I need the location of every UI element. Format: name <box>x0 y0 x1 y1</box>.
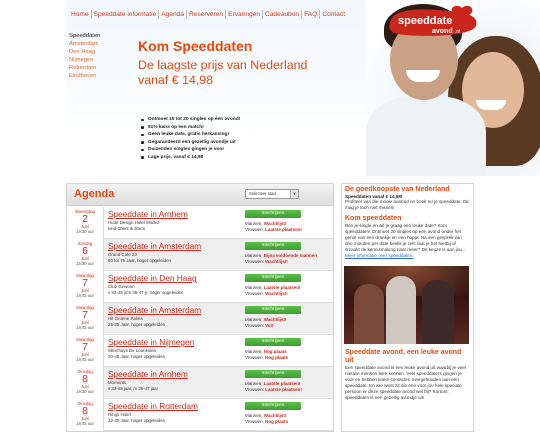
event-date <box>67 271 104 303</box>
event-crowd: 60 tot 75 Jaar, hoger opgeleiden <box>108 258 171 263</box>
inschrijven-button[interactable]: Inschrijven <box>245 210 301 218</box>
promo-text: Profiteer van die mooie aanbod en boek nu je speeddate. Dit mag je toch niet missen! <box>345 199 469 210</box>
men-status-value: Wachtlijst! <box>263 221 287 226</box>
benefit-item: 91% kans op een match! <box>141 124 240 132</box>
sidenav-eindhoven[interactable]: Eindhoven <box>69 73 97 79</box>
event-date <box>67 239 104 271</box>
nav-speeddate-informatie[interactable]: Speeddate informatie <box>93 11 157 18</box>
men-status <box>245 317 286 322</box>
women-status <box>245 355 288 360</box>
event-day: Maandag <box>76 337 94 342</box>
men-label: Mannen: <box>245 381 263 386</box>
more-info-link[interactable]: Meer informatie over speeddaten. <box>345 253 414 258</box>
nav-ervaringen[interactable]: Ervaringen <box>228 11 260 18</box>
women-label: Vrouwen: <box>245 291 264 296</box>
agenda-event-row <box>67 239 333 271</box>
hero-subtitle-line1: De laagste prijs van Nederland <box>138 58 308 72</box>
event-title-link[interactable]: Speeddate in Nijmegen <box>108 337 195 347</box>
event-time: 19:45 uur <box>76 293 94 298</box>
event-time: 19:45 uur <box>76 325 94 330</box>
event-venue: Club Gewoon <box>108 284 135 289</box>
event-month: Juni <box>81 352 89 357</box>
agenda-title: Agenda <box>74 188 115 200</box>
men-status <box>245 285 301 290</box>
event-crowd: 30-45 Jaar, hoger opgeleiden <box>108 354 166 359</box>
hero-subtitle <box>138 58 307 88</box>
men-status <box>245 221 286 226</box>
women-status <box>245 387 302 392</box>
women-label: Vrouwen: <box>245 227 264 232</box>
hero-benefits-list <box>141 116 240 161</box>
men-status-value: Laatste plaatsen! <box>263 285 301 290</box>
hero-title: Kom Speeddaten <box>138 38 253 54</box>
women-status <box>245 323 273 328</box>
event-month: Juni <box>81 288 89 293</box>
logo-text: speeddate <box>398 15 453 27</box>
event-day-number: 2 <box>82 213 88 225</box>
inschrijven-button[interactable]: Inschrijven <box>245 306 301 314</box>
men-label: Mannen: <box>245 285 263 290</box>
benefit-item: Ontmoet 15 tot 20 singles op één avond! <box>141 116 240 124</box>
event-day: Maandag <box>76 273 94 278</box>
agenda-event-row <box>67 335 333 367</box>
men-label: Mannen: <box>245 317 263 322</box>
event-title-link[interactable]: Speeddate in Amsterdam <box>108 241 202 251</box>
event-date <box>67 367 104 399</box>
nav-contact[interactable]: Contact <box>322 11 346 18</box>
inschrijven-button[interactable]: Inschrijven <box>245 370 301 378</box>
women-status <box>245 419 288 424</box>
event-venue: Steerhuys De Loonkolen <box>108 348 157 353</box>
avond-uit-text: Een speeddate avond is een leuke avond uit waarbij je veel nieuwe mensen leert kennen. Veel speeddaters gingen je voor en hebben leuke contacten overgehouden aan een speeddate. En wie weet zit die ene voor jou hele speciale persoon er deze speeddate avond wel bij? Kortom: speeddaten is een gezellig avondje uit! <box>345 365 466 400</box>
nav-cadeaubon[interactable]: Cadeaubon <box>265 11 300 18</box>
event-day: Woensdag <box>75 209 95 214</box>
women-status-value: Laatste plaatsen! <box>265 387 302 392</box>
event-crowd: 25-35 Jaar, hoger opgeleiden <box>108 322 166 327</box>
event-title-link[interactable]: Speeddate in Amsterdam <box>108 305 202 315</box>
inschrijven-button[interactable]: Inschrijven <box>245 242 301 250</box>
intro-text: Ben je single en wil je graag een leuke date? Kom speeddaten! Ontmoet 20 singles op een avond onder het genot van een drankje en een hapje. Na een gesprek van drie minuten per date beslis je zelf: laat je het hierbij of smaakt de kennismaking naar meer? De keuze is aan jou... <box>345 223 466 252</box>
women-label: Vrouwen: <box>245 355 264 360</box>
women-status <box>245 227 302 232</box>
city-navigation <box>69 32 100 80</box>
event-day-number: 7 <box>82 309 88 321</box>
agenda-event-row <box>67 399 333 431</box>
men-status-value: Wachtlijst! <box>263 413 287 418</box>
event-crowd: v 33-45 jaar, m 35-47 jaar <box>108 386 159 391</box>
sidenav-den-haag[interactable]: Den Haag <box>69 49 96 55</box>
info-sidebar <box>341 183 474 432</box>
women-status <box>245 291 288 296</box>
event-date <box>67 399 104 431</box>
event-date <box>67 335 104 367</box>
city-select[interactable] <box>245 189 299 199</box>
women-label: Vrouwen: <box>245 419 264 424</box>
event-time: 15:30 uur <box>76 261 94 266</box>
men-status-value: Bijna voldoende mannen <box>263 253 318 258</box>
speeddate-logo[interactable] <box>384 4 484 40</box>
event-crowd: 22-30 Jaar, hoger opgeleiden <box>108 418 166 423</box>
women-status <box>245 259 288 264</box>
men-status <box>245 349 287 354</box>
event-day-number: 8 <box>82 373 88 385</box>
event-time: 19:30 uur <box>76 389 94 394</box>
women-status-value: Nog plaats <box>265 419 289 424</box>
men-label: Mannen: <box>245 221 263 226</box>
men-label: Mannen: <box>245 253 263 258</box>
women-status-value: Wachtlijst! <box>265 259 288 264</box>
men-status <box>245 413 286 418</box>
speeddate-event-photo <box>344 266 469 344</box>
nav-agenda[interactable]: Agenda <box>161 11 185 18</box>
price-line: Speeddaten vanaf € 14,98! <box>345 194 403 199</box>
event-title-link[interactable]: Speeddate in Arnhem <box>108 369 188 379</box>
women-status-value: Vol! <box>265 323 274 328</box>
event-day-number: 7 <box>82 341 88 353</box>
event-crowd: eind-20ers & 30ers <box>108 226 146 231</box>
event-day-number: 6 <box>82 245 88 257</box>
event-day: Maandag <box>76 305 94 310</box>
men-status <box>245 381 301 386</box>
event-time: 19:30 uur <box>76 229 94 234</box>
event-day: Dinsdag <box>77 369 93 374</box>
women-label: Vrouwen: <box>245 323 264 328</box>
event-month: Juni <box>81 256 89 261</box>
event-month: Juni <box>81 416 89 421</box>
men-label: Mannen: <box>245 413 263 418</box>
event-day: Zondag <box>77 241 93 246</box>
event-venue: Hit Groene Palms <box>108 316 143 321</box>
men-label: Mannen: <box>245 349 263 354</box>
event-day: Dinsdag <box>77 401 93 406</box>
agenda-panel <box>66 183 334 432</box>
sidenav-amsterdam[interactable]: Amsterdam <box>69 41 99 47</box>
event-month: Juni <box>81 384 89 389</box>
women-status-value: Laatste plaatsen! <box>265 227 302 232</box>
event-title-link[interactable]: Speeddate in Rotterdam <box>108 401 198 411</box>
nav-faq[interactable]: FAQ <box>304 11 318 18</box>
event-title-link[interactable]: Speeddate in Den Haag <box>108 273 197 283</box>
inschrijven-button[interactable]: Inschrijven <box>245 274 301 282</box>
agenda-header <box>67 184 333 206</box>
benefit-item: Lage prijs, vanaf € 14,98 <box>141 154 240 162</box>
event-date <box>67 303 104 335</box>
men-status-value: Laatste plaatsen! <box>263 381 301 386</box>
benefit-item: Geen leuke date, gratis herkansing! <box>141 131 240 139</box>
sidenav-nijmegen[interactable]: Nijmegen <box>69 57 94 63</box>
event-crowd: v 33-45 jr/m 35-47 jr, hoger opgeleiden <box>108 290 184 295</box>
nav-reserveren[interactable]: Reserveren <box>189 11 224 18</box>
event-time: 19:45 uur <box>76 421 94 426</box>
event-month: Juni <box>81 224 89 229</box>
agenda-event-row <box>67 271 333 303</box>
benefit-item: Duizenden singles gingen je voor <box>141 146 240 154</box>
sidenav-rotterdam[interactable]: Rotterdam <box>69 65 97 71</box>
women-status-value: Nog plaats <box>265 355 289 360</box>
event-time: 19:45 uur <box>76 357 94 362</box>
benefit-item: Gegarandeerd een gezellig avondje uit <box>141 139 240 147</box>
avond-uit-heading: Speeddate avond, een leuke avond uit <box>345 349 462 364</box>
event-day-number: 8 <box>82 405 88 417</box>
cheapest-heading: De goedkoopste van Nederland <box>345 186 450 193</box>
hero-subtitle-line2: vanaf € 14,98 <box>138 73 214 87</box>
logo-tld: .nl <box>455 29 461 35</box>
men-status-value: Wachtlijst! <box>263 317 287 322</box>
event-title-link[interactable]: Speeddate in Arnhem <box>108 209 188 219</box>
top-navigation <box>69 10 347 19</box>
sidenav-speeddaten[interactable]: Speeddaten <box>69 33 101 39</box>
men-status <box>245 253 317 258</box>
event-day-number: 7 <box>82 277 88 289</box>
kom-speeddaten-heading: Kom speeddaten <box>345 215 402 222</box>
event-venue: Grand Cafe 23 <box>108 252 137 257</box>
women-status-value: Wachtlijst! <box>265 291 288 296</box>
agenda-event-row <box>67 207 333 239</box>
event-date <box>67 207 104 239</box>
agenda-event-row <box>67 303 333 335</box>
women-label: Vrouwen: <box>245 259 264 264</box>
event-venue: Rings Hotel <box>108 412 131 417</box>
inschrijven-button[interactable]: Inschrijven <box>245 338 301 346</box>
event-month: Juni <box>81 320 89 325</box>
inschrijven-button[interactable]: Inschrijven <box>245 402 301 410</box>
nav-home[interactable]: Home <box>71 11 89 18</box>
city-select-value: Selecteer stad <box>249 191 276 196</box>
women-label: Vrouwen: <box>245 387 264 392</box>
event-venue: Hude Design Hotel Modez <box>108 220 160 225</box>
agenda-event-row <box>67 367 333 399</box>
logo-sub: avond <box>432 28 453 35</box>
chevron-down-icon: ▼ <box>290 190 298 198</box>
event-venue: Moments <box>108 380 127 385</box>
men-status-value: Nog plaats <box>263 349 287 354</box>
